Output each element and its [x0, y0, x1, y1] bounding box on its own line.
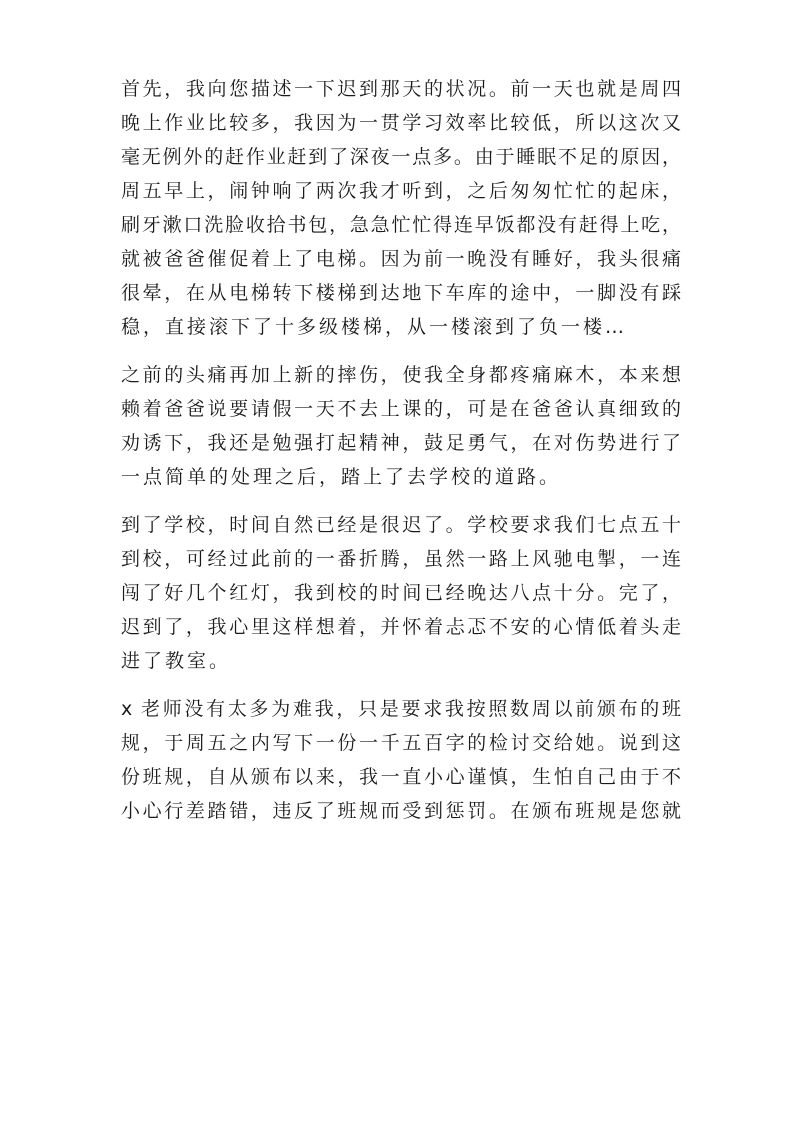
text-line: 到校，可经过此前的一番折腾，虽然一路上风驰电掣，一连 [121, 548, 681, 570]
text-line: 毫无例外的赶作业赶到了深夜一点多。由于睡眠不足的原因， [121, 146, 681, 168]
text-line: 一点简单的处理之后，踏上了去学校的道路。 [121, 466, 562, 488]
paragraph-1 [121, 72, 681, 344]
text-line: 稳，直接滚下了十多级楼梯，从一楼滚到了负一楼… [121, 316, 628, 338]
text-line: 周五早上，闹钟响了两次我才听到，之后匆匆忙忙的起床， [121, 180, 681, 202]
text-line: 份班规，自从颁布以来，我一直小心谨慎，生怕自己由于不 [121, 766, 681, 788]
text-line: 到了学校，时间自然已经是很迟了。学校要求我们七点五十 [121, 514, 681, 536]
text-line: 晚上作业比较多，我因为一贯学习效率比较低，所以这次又 [121, 112, 681, 134]
paragraph-3 [121, 508, 681, 678]
text-line: 迟到了，我心里这样想着，并怀着忐忑不安的心情低着头走 [121, 616, 681, 638]
text-line: 首先，我向您描述一下迟到那天的状况。前一天也就是周四 [121, 78, 681, 100]
text-line: 规，于周五之内写下一份一千五百字的检讨交给她。说到这 [121, 732, 681, 754]
text-line: 之前的头痛再加上新的摔伤，使我全身都疼痛麻木，本来想 [121, 364, 681, 386]
text-line: 就被爸爸催促着上了电梯。因为前一晚没有睡好，我头很痛 [121, 248, 681, 270]
text-line: 进了教室。 [121, 650, 232, 672]
text-line: 闯了好几个红灯，我到校的时间已经晚达八点十分。完了， [121, 582, 681, 604]
text-line: 赖着爸爸说要请假一天不去上课的，可是在爸爸认真细致的 [121, 398, 681, 420]
text-line: 很晕，在从电梯转下楼梯到达地下车库的途中，一脚没有踩 [121, 282, 681, 304]
document-page [121, 72, 681, 842]
text-line: x 老师没有太多为难我，只是要求我按照数周以前颁布的班 [121, 698, 681, 720]
paragraph-2 [121, 358, 681, 494]
text-line: 刷牙漱口洗脸收拾书包，急急忙忙得连早饭都没有赶得上吃， [121, 214, 681, 236]
paragraph-4 [121, 692, 681, 828]
text-line: 小心行差踏错，违反了班规而受到惩罚。在颁布班规是您就 [121, 800, 681, 822]
text-line: 劝诱下，我还是勉强打起精神，鼓足勇气，在对伤势进行了 [121, 432, 681, 454]
